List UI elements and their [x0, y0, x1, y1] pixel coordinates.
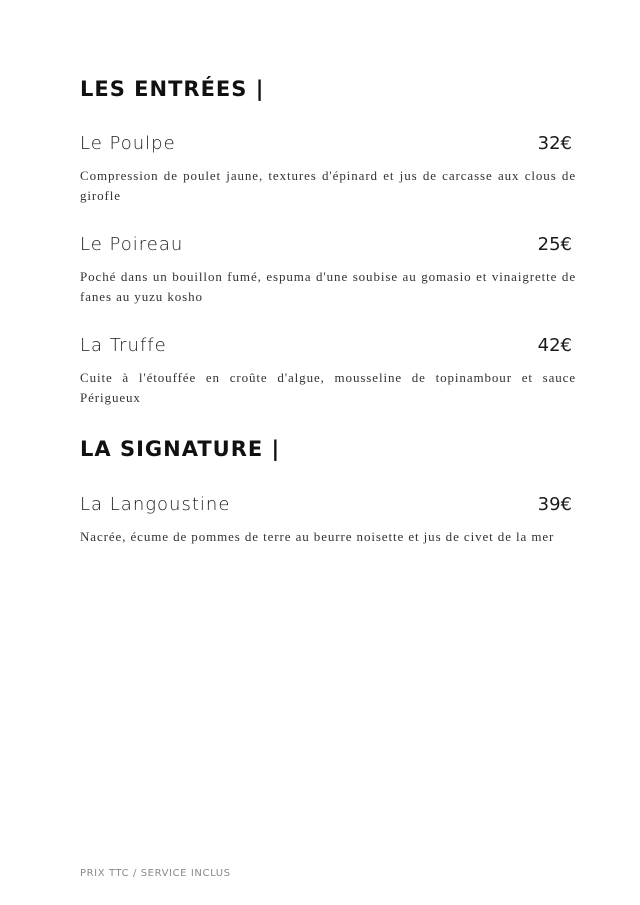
menu-item-header [80, 494, 576, 515]
menu-item [80, 133, 576, 206]
menu-item-name: La Truffe [80, 335, 167, 356]
menu-item-price: 39€ [537, 494, 572, 515]
menu-item-price: 25€ [537, 234, 572, 255]
footer-note: PRIX TTC / SERVICE INCLUS [80, 868, 231, 879]
menu-item-description: Nacrée, écume de pommes de terre au beurre noisette et jus de civet de la mer [80, 529, 555, 544]
menu-item-header [80, 133, 576, 154]
menu-item-description: Poché dans un bouillon fumé, espuma d'une soubise au gomasio et vinaigrette de fanes au yuzu kosho [80, 269, 576, 304]
section-title-signature: LA SIGNATURE | [80, 437, 281, 461]
menu-item-name: Le Poulpe [80, 133, 176, 154]
menu-item-header [80, 335, 576, 356]
menu-item-header [80, 234, 576, 255]
menu-item-description: Compression de poulet jaune, textures d'épinard et jus de carcasse aux clous de girofle [80, 168, 576, 203]
menu-item-name: La Langoustine [80, 494, 231, 515]
menu-item-description: Cuite à l'étouffée en croûte d'algue, mousseline de topinambour et sauce Périgueux [80, 370, 576, 405]
menu-item-price: 42€ [537, 335, 572, 356]
menu-item [80, 494, 576, 547]
menu-item [80, 234, 576, 307]
menu-item-name: Le Poireau [80, 234, 184, 255]
section-title-entrees: LES ENTRÉES | [80, 77, 265, 101]
menu-item-price: 32€ [537, 133, 572, 154]
menu-item [80, 335, 576, 408]
